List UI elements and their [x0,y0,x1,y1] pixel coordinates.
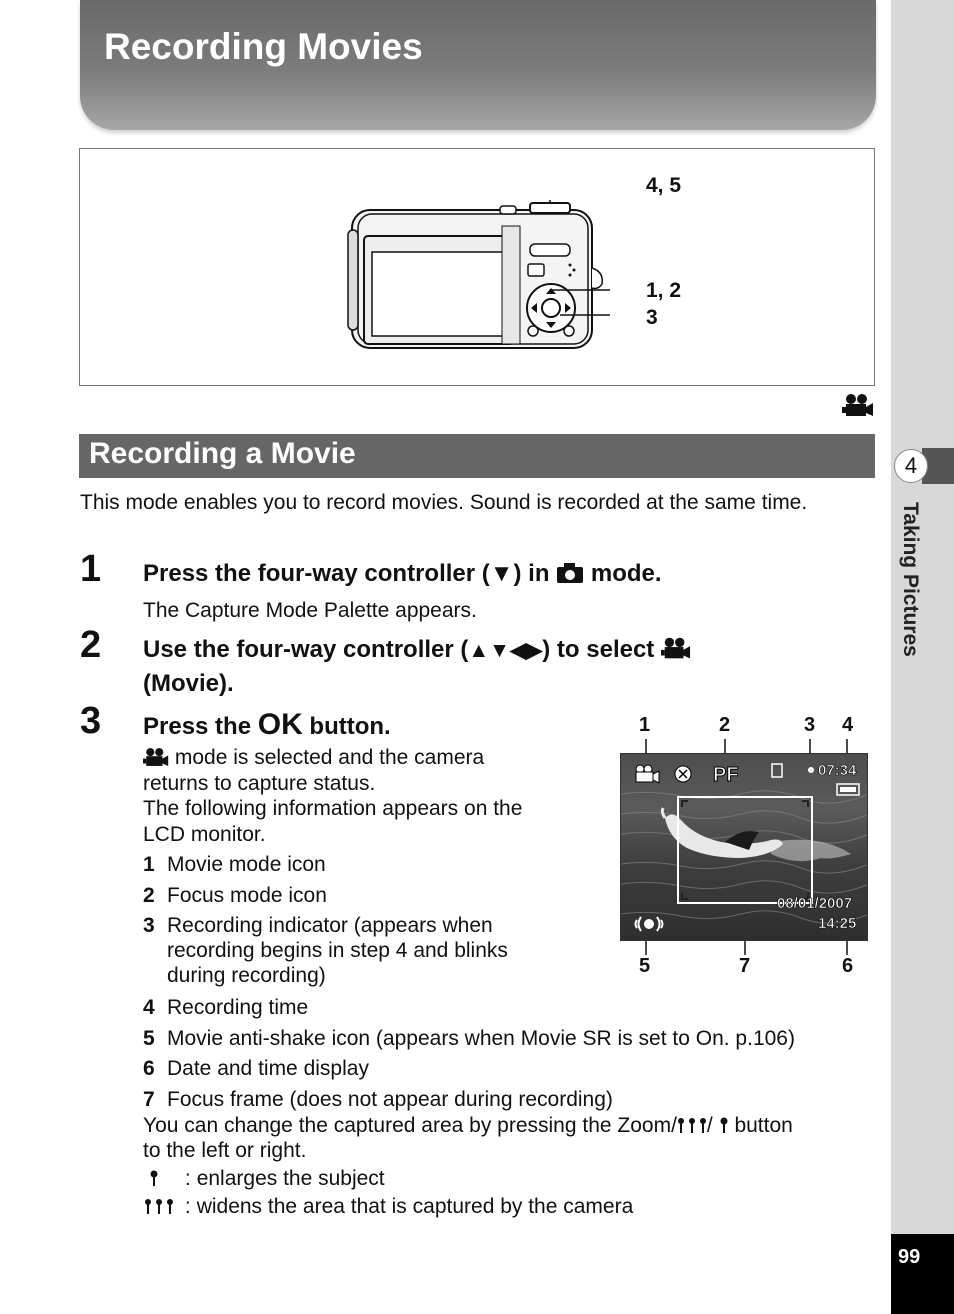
lcd-focus-mode: PF [713,764,739,786]
lcd-time: 14:25 [818,915,857,932]
chapter-number: 4 [894,449,928,483]
page-number: 99 [898,1246,921,1268]
zoom-item-tele: : enlarges the subject [143,1166,385,1191]
step-3-heading [143,708,391,743]
down-arrow-glyph: ▼ [489,560,514,587]
movie-mode-icon [661,636,691,660]
camera-icon [556,562,584,584]
step-1-head-c: mode. [590,560,662,587]
ok-glyph: OK [257,708,303,741]
lcd-date: 08/01/2007 [777,895,853,912]
zoom-note-a: You can change the captured area by pressing the Zoom/ [143,1114,677,1137]
movie-mode-icon [143,747,169,767]
tele-zoom-icon [719,1117,729,1135]
step-1-head-b: ) in [513,560,550,587]
lcd-movie-icon [636,765,659,783]
callout-1-2: 1, 2 [646,279,682,302]
step-1-sub: The Capture Mode Palette appears. [143,599,477,622]
step-2-number: 2 [80,624,102,666]
lcd-label-7: 7 [739,955,751,977]
tele-zoom-icon [143,1170,169,1188]
legend-item: 6 Date and time display [143,1057,369,1080]
step-2-heading [143,633,843,700]
section-header [79,434,875,478]
step-3-sub-line-4: LCD monitor. [143,822,266,846]
step-3-sub-line-1: mode is selected and the camera [174,746,485,769]
lcd-label-6: 6 [842,955,854,977]
legend-item: 5 Movie anti-shake icon (appears when Movie SR is set to On. p.106) [143,1027,795,1050]
intro-text: This mode enables you to record movies. Sound is recorded at the same time. [80,491,808,514]
step-2-head-b: ) to select [542,636,655,663]
step-1-heading [143,557,662,590]
chapter-label: Taking Pictures [899,502,922,657]
step-3-sub-line-3: The following information appears on the [143,797,523,820]
step-1-number: 1 [80,548,102,590]
dolphin-scene [621,754,868,941]
step-3-number: 3 [80,700,102,742]
step-3-sub-line-2: returns to capture status. [143,771,376,795]
lcd-label-2: 2 [719,714,731,736]
title-banner [80,0,876,130]
lcd-recording-time: 07:34 [818,762,857,779]
movie-mode-icon [842,393,874,417]
camera-illustration [340,200,610,360]
zoom-note-line2: to the left or right. [143,1139,307,1162]
legend-item: 3 Recording indicator (appears when recording begins in step 4 and blinks during recording) [143,914,508,987]
direction-arrows-glyph: ▲▼◀▶ [468,639,543,662]
step-2-head-a: Use the four-way controller ( [143,636,469,663]
step-3-head-b: button. [309,713,391,740]
lcd-label-5: 5 [639,955,651,977]
step-2-head-c: (Movie). [143,670,234,697]
legend-item: 7 Focus frame (does not appear during recording) [143,1088,613,1111]
wide-zoom-icon [143,1198,175,1216]
callout-4-5: 4, 5 [646,174,682,197]
legend-item: 1 Movie mode icon [143,853,326,876]
zoom-note-c: button [734,1114,793,1137]
section-title: Recording a Movie [89,437,356,470]
callout-3: 3 [646,306,658,329]
legend-item: 2 Focus mode icon [143,884,327,907]
step-3-sub [143,745,583,847]
zoom-item-wide: : widens the area that is captured by the camera [143,1194,633,1219]
step-1-head-a: Press the four-way controller ( [143,560,490,587]
lcd-label-1: 1 [639,714,651,736]
zoom-note-b: / [706,1114,713,1137]
zoom-note [143,1113,883,1163]
lcd-label-3: 3 [804,714,816,736]
side-tab [891,0,954,1314]
wide-zoom-icon [677,1117,707,1135]
page-title: Recording Movies [104,26,423,67]
step-3-head-a: Press the [143,713,252,740]
lcd-label-4: 4 [842,714,854,736]
legend-item: 4 Recording time [143,996,309,1019]
lcd-monitor-preview [620,753,868,941]
